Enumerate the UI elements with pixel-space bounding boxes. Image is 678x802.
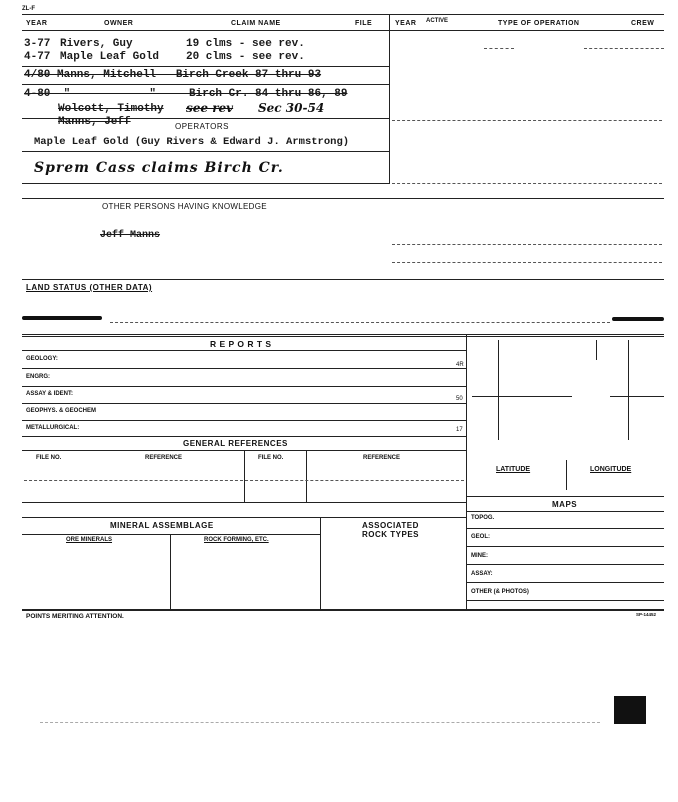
- refs-divider: [244, 450, 245, 502]
- header-type-of-operation: TYPE OF OPERATION: [498, 20, 580, 27]
- maps-line: [466, 496, 664, 497]
- coords-divider: [566, 460, 567, 490]
- entry-6-owner: Manns, Jeff: [58, 116, 131, 128]
- maps-line: [466, 564, 664, 565]
- section-line: [22, 336, 664, 337]
- section-line: [22, 279, 664, 280]
- handwritten-note: Sprem Cass claims Birch Cr.: [34, 160, 284, 176]
- entry-1-owner: Rivers, Guy: [60, 38, 133, 50]
- right-panel-line: [610, 396, 664, 397]
- refs-line: [22, 436, 466, 437]
- operators-label: OPERATORS: [175, 122, 229, 131]
- reports-num-2: 50: [456, 396, 463, 402]
- entry-line: [22, 66, 389, 67]
- points-meriting-attention: POINTS MERITING ATTENTION.: [26, 613, 124, 620]
- header-crew: CREW: [631, 20, 655, 27]
- entry-line: [22, 151, 389, 152]
- maps-line: [466, 511, 664, 512]
- associated-label: ASSOCIATED: [362, 521, 419, 530]
- section-line: [22, 334, 664, 335]
- footer-line: [22, 609, 664, 611]
- refs-line: [22, 502, 466, 503]
- refs-file-no-2: FILE NO.: [258, 455, 284, 461]
- header-year: YEAR: [26, 20, 48, 27]
- faint-line: [392, 244, 662, 245]
- mineral-line: [22, 534, 320, 535]
- entry-2-claim: 20 clms - see rev.: [186, 51, 305, 63]
- mineral-divider: [320, 517, 321, 610]
- refs-reference-1: REFERENCE: [145, 455, 183, 461]
- mineral-line: [22, 517, 466, 518]
- reports-engrg: ENGRG:: [26, 374, 50, 380]
- reports-line: [22, 420, 466, 421]
- right-panel-line: [472, 396, 572, 397]
- faint-line: [110, 322, 610, 323]
- maps-title: MAPS: [552, 500, 578, 509]
- mineral-assemblage-title: MINERAL ASSEMBLAGE: [110, 521, 214, 530]
- entry-3-struck: 4/80 Manns, Mitchell Birch Creek 87 thru 93: [24, 69, 322, 81]
- ore-minerals-label: ORE MINERALS: [66, 537, 113, 543]
- reports-geophys: GEOPHYS. & GEOCHEM: [26, 408, 97, 414]
- faint-line: [24, 480, 464, 481]
- reports-line: [22, 386, 466, 387]
- entry-4-struck: 4-80 " " Birch Cr. 84 thru 86, 89: [24, 88, 348, 100]
- header-file: FILE: [355, 20, 373, 27]
- header-bottom-line: [22, 30, 664, 31]
- reports-line: [22, 403, 466, 404]
- header-active: ACTIVE: [426, 18, 449, 24]
- maps-geol: GEOL:: [471, 534, 490, 540]
- faint-line: [392, 183, 662, 184]
- right-panel-divider: [466, 334, 467, 610]
- entry-5-handwritten: see rev: [186, 101, 234, 115]
- entry-2-owner: Maple Leaf Gold: [60, 51, 160, 63]
- header-claim-name: CLAIM NAME: [231, 20, 281, 27]
- reports-num-1: 4R: [456, 362, 464, 368]
- maps-line: [466, 582, 664, 583]
- faint-line: [40, 722, 600, 723]
- right-panel-line: [498, 340, 499, 440]
- right-panel-line: [596, 340, 597, 360]
- refs-reference-2: REFERENCE: [363, 455, 401, 461]
- faint-line: [584, 48, 664, 49]
- faint-line: [392, 262, 662, 263]
- entry-5-section: Sec 30-54: [258, 101, 325, 115]
- header-top-line: [22, 14, 664, 15]
- maps-assay: ASSAY:: [471, 571, 493, 577]
- entry-2-year: 4-77: [24, 51, 51, 63]
- reports-title: R E P O R T S: [210, 339, 272, 349]
- column-divider: [389, 14, 390, 184]
- section-line: [22, 198, 664, 199]
- reports-line: [22, 350, 466, 351]
- rock-forming-label: ROCK FORMING, ETC.: [204, 537, 269, 543]
- form-mark: ZL-F: [22, 6, 35, 12]
- entry-line: [22, 84, 389, 85]
- faint-line: [484, 48, 514, 49]
- header-owner: OWNER: [104, 20, 134, 27]
- scan-artifact: [614, 696, 646, 724]
- entry-1-year: 3-77: [24, 38, 51, 50]
- rock-types-label: ROCK TYPES: [362, 530, 420, 539]
- refs-file-no-1: FILE NO.: [36, 455, 62, 461]
- refs-divider: [306, 450, 307, 502]
- reports-metallurgical: METALLURGICAL:: [26, 425, 80, 431]
- other-persons-value: Jeff Manns: [100, 230, 161, 241]
- maps-mine: MINE:: [471, 553, 488, 559]
- other-persons-label: OTHER PERSONS HAVING KNOWLEDGE: [102, 202, 267, 211]
- form-number: SP-14452: [636, 612, 657, 617]
- general-references-title: GENERAL REFERENCES: [183, 439, 288, 448]
- maps-topog: TOPOG.: [471, 515, 495, 521]
- maps-line: [466, 600, 664, 601]
- header-year-2: YEAR: [395, 20, 417, 27]
- right-panel-line: [628, 340, 629, 440]
- maps-line: [466, 528, 664, 529]
- longitude-label: LONGITUDE: [590, 466, 632, 473]
- ink-smudge: [612, 317, 664, 321]
- maps-other: OTHER (& PHOTOS): [471, 589, 529, 595]
- operators-value: Maple Leaf Gold (Guy Rivers & Edward J. Armstrong): [34, 136, 350, 148]
- entry-1-claim: 19 clms - see rev.: [186, 38, 305, 50]
- reports-num-3: 17: [456, 427, 463, 433]
- reports-geology: GEOLOGY:: [26, 356, 58, 362]
- ink-smudge: [22, 316, 102, 320]
- entry-line: [22, 183, 389, 184]
- latitude-label: LATITUDE: [496, 466, 531, 473]
- entry-5-owner: Wolcott, Timothy: [58, 103, 164, 115]
- maps-line: [466, 546, 664, 547]
- reports-assay: ASSAY & IDENT:: [26, 391, 74, 397]
- faint-line: [392, 120, 662, 121]
- mineral-divider: [170, 534, 171, 610]
- land-status-label: LAND STATUS (OTHER DATA): [26, 283, 153, 292]
- reports-line: [22, 368, 466, 369]
